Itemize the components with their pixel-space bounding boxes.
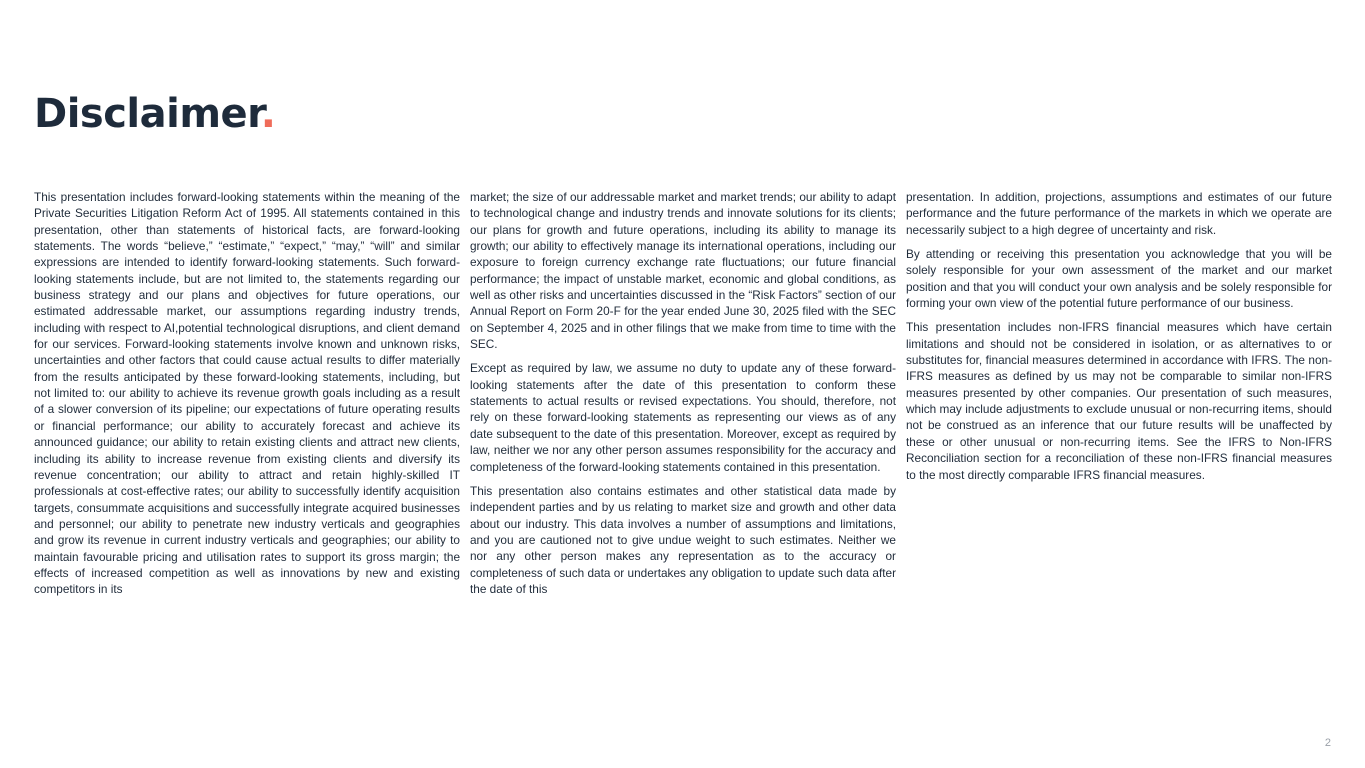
paragraph: Except as required by law, we assume no duty to update any of these forward-looking statements after the date of this presentation to conform these statements to actual results or revised expectations. You should, therefore, not rely on these forward-looking statements as representing our views as of any date subsequent to the date of this presentation. Moreover, except as required by law, neither we nor any other person assumes responsibility for the accuracy and completeness of the forward-looking statements contained in this presentation. xyxy=(470,361,896,474)
paragraph: This presentation includes forward-looking statements within the meaning of the Private Securities Litigation Reform Act of 1995. All statements contained in this presentation, other than statements of historical facts, are forward-looking statements. The words “believe,” “estimate,” “expect,” “may,” “will” and similar expressions are intended to identify forward-looking statements. Such forward-looking statements include, but are not limited to, the statements regarding our business strategy and our plans and objectives for future operations, our estimated addressable market, our assumptions regarding industry trends, including with respect to AI,potential technological disruptions, and client demand for our services. Forward-looking statements involve known and unknown risks, uncertainties and other factors that could cause actual results to differ materially from the results anticipated by these forward-looking statements, including, but not limited to: our ability to achieve its revenue growth goals including as a result of a slower conversion of its pipeline; our expectations of future operating results or financial performance; our ability to accurately forecast and achieve its announced guidance; our ability to retain existing clients and attract new clients, including its ability to increase revenue from existing clients and diversify its revenue concentration; our ability to attract and retain highly-skilled IT professionals at cost-effective rates; our ability to successfully identify acquisition targets, consummate acquisitions and successfully integrate acquired businesses and personnel; our ability to penetrate new industry verticals and geographies and grow its revenue in current industry verticals and geographies; our ability to maintain favourable pricing and utilisation rates to support its gross margin; the effects of increased competition as well as innovations by new and existing competitors in its xyxy=(34,190,460,597)
paragraph: This presentation also contains estimates and other statistical data made by independent parties and by us relating to market size and growth and other data about our industry. This data involves a number of assumptions and limitations, and you are cautioned not to give undue weight to such estimates. Neither we nor any other person makes any representation as to the accuracy or completeness of such data or undertakes any obligation to update such data after the date of this xyxy=(470,483,896,596)
text-column-2 xyxy=(470,189,896,606)
disclaimer-body xyxy=(34,189,1332,606)
paragraph: This presentation includes non-IFRS financial measures which have certain limitations and should not be considered in isolation, or as alternatives to or substitutes for, financial measures determined in accordance with IFRS. The non-IFRS measures as defined by us may not be comparable to similar non-IFRS measures presented by other companies. Our presentation of such measures, which may include adjustments to exclude unusual or non-recurring items, should not be construed as an inference that our future results will be unaffected by these or other unusual or non-recurring items. See the IFRS to Non-IFRS Reconciliation section for a reconciliation of these non-IFRS financial measures to the most directly comparable IFRS financial measures. xyxy=(906,320,1332,482)
text-column-1 xyxy=(34,189,460,606)
page-number: 2 xyxy=(1324,737,1331,749)
title-accent-dot: . xyxy=(260,91,276,137)
paragraph: market; the size of our addressable market and market trends; our ability to adapt to technological change and industry trends and innovate solutions for its clients; our plans for growth and future operations, including its ability to manage its growth; our ability to effectively manage its international operations, including our exposure to foreign currency exchange rate fluctuations; our future financial performance; the impact of unstable market, economic and global conditions, as well as other risks and uncertainties discussed in the “Risk Factors” section of our Annual Report on Form 20-F for the year ended June 30, 2025 filed with the SEC on September 4, 2025 and in other filings that we make from time to time with the SEC. xyxy=(470,190,896,352)
page-title xyxy=(34,88,275,140)
text-column-3 xyxy=(906,189,1332,606)
page-title-text: Disclaimer xyxy=(34,91,261,137)
paragraph: presentation. In addition, projections, assumptions and estimates of our future performance and the future performance of the markets in which we operate are necessarily subject to a high degree of uncertainty and risk. xyxy=(906,190,1332,237)
paragraph: By attending or receiving this presentation you acknowledge that you will be solely responsible for your own assessment of the market and our market position and that you will conduct your own analysis and be solely responsible for forming your own view of the potential future performance of our business. xyxy=(906,247,1332,311)
